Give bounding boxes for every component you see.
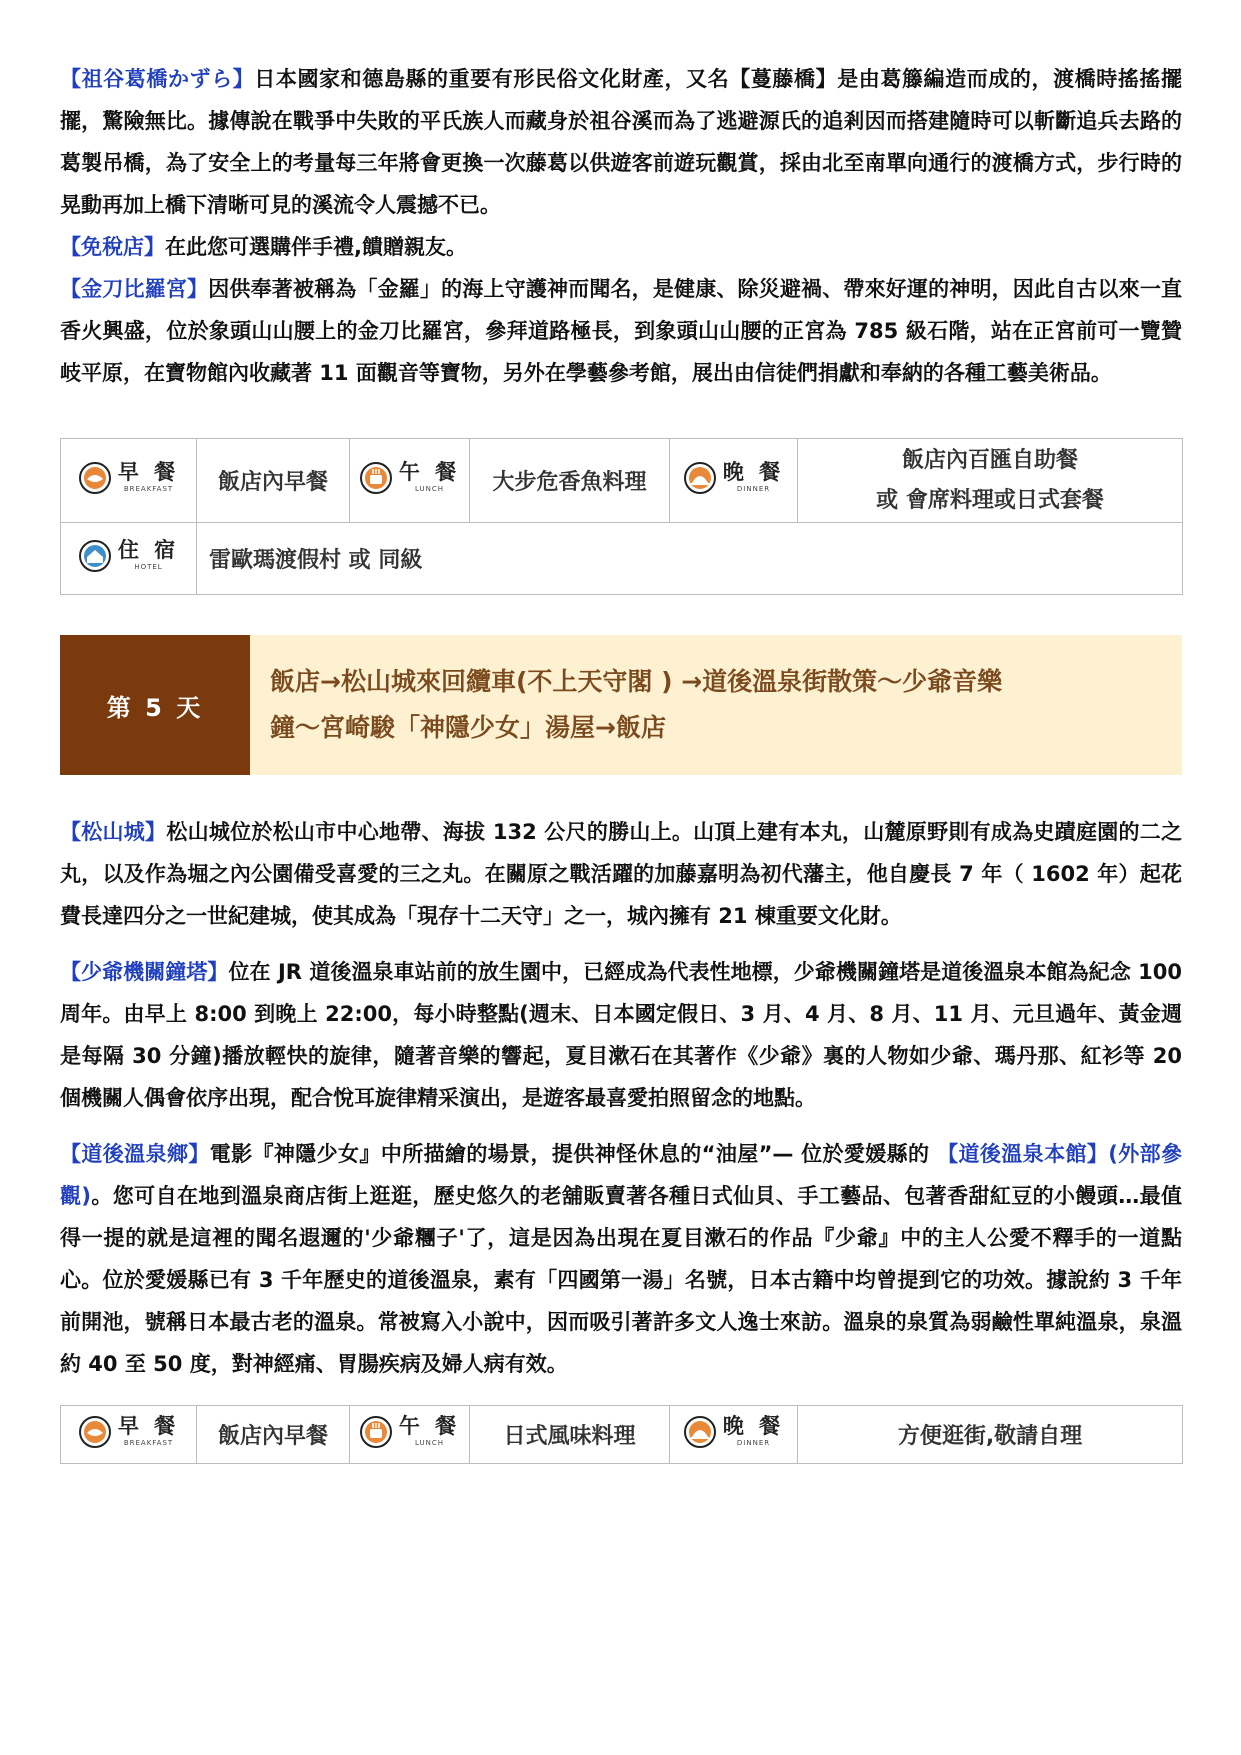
breakfast-icon	[78, 461, 112, 495]
breakfast-en: BREAKFAST	[123, 1439, 174, 1447]
day4-dinner-line2: 或 會席料理或日式套餐	[876, 487, 1104, 513]
text-matsuyama-castle: 松山城位於松山市中心地帶、海拔 132 公尺的勝山上。山頂上建有本丸，山麓原野則有成為史蹟庭園的二之丸，以及作為堀之內公園備受喜愛的三之丸。在關原之戰活躍的加藤嘉明為初代藩主，他自慶長 7 年（ 1602 年）起花費長達四分之一世紀建城，使其成為「現存十二天守」之一，城內擁有 21 棟重要文化財。	[60, 820, 1182, 928]
lunch-zh: 午 餐	[398, 460, 461, 484]
breakfast-icon	[78, 1415, 112, 1449]
day5-route-line2: 鐘～宮崎駿「神隱少女」湯屋→飯店	[270, 713, 666, 742]
lunch-zh: 午 餐	[398, 1414, 461, 1438]
dinner-en: DINNER	[736, 1439, 771, 1447]
dinner-zh: 晚 餐	[722, 1414, 785, 1438]
dinner-label	[670, 1406, 798, 1464]
hotel-icon	[78, 539, 112, 573]
day4-breakfast: 飯店內早餐	[197, 439, 350, 523]
day5-dinner: 方便逛街,敬請自理	[798, 1406, 1183, 1464]
title-dogo-honkan: 【道後溫泉本館】(外部參觀)	[60, 1142, 1182, 1208]
dinner-icon	[683, 1415, 717, 1449]
dinner-icon	[683, 461, 717, 495]
paragraph-kazurabashi	[60, 58, 1182, 226]
paragraph-botchan-clock	[60, 951, 1182, 1119]
title-kazurabashi: 【祖谷葛橋かずら】	[60, 67, 255, 91]
paragraph-dogo-onsen	[60, 1133, 1182, 1385]
text-kazurabashi-a: 日本國家和德島縣的重要有形民俗文化財產，又名	[254, 67, 730, 91]
day4-lunch: 大步危香魚料理	[470, 439, 670, 523]
title-kotohiragu: 【金刀比羅宮】	[60, 277, 209, 301]
meals-table-day5	[60, 1405, 1183, 1464]
text-botchan-clock: 位在 JR 道後溫泉車站前的放生園中，已經成為代表性地標，少爺機關鐘塔是道後溫泉本館為紀念 100 周年。由早上 8:00 到晚上 22:00，每小時整點(週末、日本國定假日、3 月、4 月、8 月、11 月、元旦過年、黃金週是每隔 30 分鐘)播放輕快的旋律，隨著音樂的響起，夏目漱石在其著作《少爺》裏的人物如少爺、瑪丹那、紅衫等 20 個機關人偶會依序出現，配合悅耳旋律精采演出，是遊客最喜愛拍照留念的地點。	[60, 960, 1182, 1110]
hotel-zh: 住 宿	[117, 538, 180, 562]
breakfast-zh: 早 餐	[117, 1414, 180, 1438]
paragraph-kotohiragu	[60, 268, 1182, 394]
day5-route-line1: 飯店→松山城來回纜車(不上天守閣 ) →道後溫泉街散策～少爺音樂	[270, 667, 1003, 696]
breakfast-label	[61, 439, 197, 523]
lunch-en: LUNCH	[414, 485, 445, 493]
itinerary-page	[60, 58, 1182, 1464]
day5-label: 第 5 天	[60, 635, 250, 775]
title-duty-free: 【免稅店】	[60, 235, 165, 259]
lunch-label	[350, 439, 470, 523]
day5-lunch: 日式風味料理	[470, 1406, 670, 1464]
text-dogo-onsen-a: 電影『神隱少女』中所描繪的場景，提供神怪休息的“油屋”— 位於愛媛縣的	[209, 1142, 938, 1166]
breakfast-en: BREAKFAST	[123, 485, 174, 493]
hotel-en: HOTEL	[134, 563, 163, 571]
text-kotohiragu: 因供奉著被稱為「金羅」的海上守護神而聞名，是健康、除災避禍、帶來好運的神明，因此自古以來一直香火興盛，位於象頭山山腰上的金刀比羅宮，參拜道路極長，到象頭山山腰的正宮為 785 級石階，站在正宮前可一覽贊岐平原，在寶物館內收藏著 11 面觀音等寶物，另外在學藝參考館，展出由信徒們捐獻和奉納的各種工藝美術品。	[60, 277, 1183, 385]
hotel-label	[61, 523, 197, 595]
dinner-label	[670, 439, 798, 523]
alias-kazurabashi: 【蔓藤橋】	[729, 67, 838, 91]
dinner-zh: 晚 餐	[722, 460, 785, 484]
text-dogo-onsen-b: 。您可自在地到溫泉商店街上逛逛，歷史悠久的老舖販賣著各種日式仙貝、手工藝品、包著香甜紅豆的小饅頭…最值得一提的就是這裡的聞名遐邇的'少爺糰子'了，這是因為出現在夏目漱石的作品『少爺』中的主人公愛不釋手的一道點心。位於愛媛縣已有 3 千年歷史的道後溫泉，素有「四國第一湯」名號，日本古籍中均曾提到它的功效。據說約 3 千年前開池，號稱日本最古老的溫泉。常被寫入小說中，因而吸引著許多文人逸士來訪。溫泉的泉質為弱鹼性單純溫泉，泉溫約 40 至 50 度，對神經痛、胃腸疾病及婦人病有效。	[60, 1184, 1182, 1376]
day4-dinner-line1: 飯店內百匯自助餐	[901, 447, 1078, 473]
lunch-icon	[359, 461, 393, 495]
day5-route	[250, 635, 1182, 775]
meals-table-day4	[60, 438, 1183, 595]
lunch-label	[350, 1406, 470, 1464]
text-duty-free: 在此您可選購伴手禮,饋贈親友。	[165, 235, 467, 259]
paragraph-duty-free	[60, 226, 1182, 268]
day5-header	[60, 635, 1182, 775]
title-matsuyama-castle: 【松山城】	[60, 820, 167, 844]
breakfast-zh: 早 餐	[117, 460, 180, 484]
title-botchan-clock: 【少爺機關鐘塔】	[60, 960, 229, 984]
dinner-en: DINNER	[736, 485, 771, 493]
day4-hotel: 雷歐瑪渡假村 或 同級	[197, 523, 1183, 595]
breakfast-label	[61, 1406, 197, 1464]
day5-breakfast: 飯店內早餐	[197, 1406, 350, 1464]
day4-dinner	[798, 439, 1183, 523]
lunch-en: LUNCH	[414, 1439, 445, 1447]
text-kazurabashi-b: 是由葛籐編造而成的，渡橋時搖搖擺擺，驚險無比。據傳說在戰爭中失敗的平氏族人而藏身於祖谷溪而為了逃避源氏的追剎因而搭建隨時可以斬斷追兵去路的葛製吊橋，為了安全上的考量每三年將會更換一次藤葛以供遊客前遊玩觀賞，採由北至南單向通行的渡橋方式，步行時的晃動再加上橋下清晰可見的溪流令人震撼不已。	[60, 67, 1183, 217]
lunch-icon	[359, 1415, 393, 1449]
paragraph-matsuyama-castle	[60, 811, 1182, 937]
title-dogo-onsen: 【道後溫泉鄉】	[60, 1142, 210, 1166]
